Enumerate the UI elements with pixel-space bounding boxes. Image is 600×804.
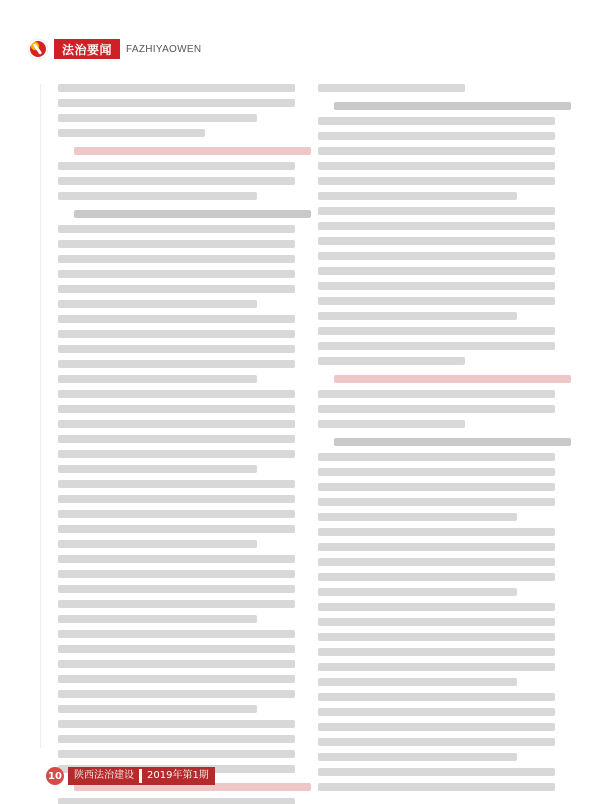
text-line (58, 192, 257, 200)
text-line (318, 588, 517, 596)
text-line (58, 525, 295, 533)
text-line (318, 753, 517, 761)
text-line (58, 84, 295, 92)
text-line (318, 162, 555, 170)
page-header (28, 39, 201, 59)
text-line (318, 663, 555, 671)
text-line (318, 738, 555, 746)
text-line (318, 192, 517, 200)
text-line (318, 453, 555, 461)
text-line (318, 177, 555, 185)
text-line (58, 510, 295, 518)
text-line (318, 267, 555, 275)
article-body (58, 84, 556, 748)
right-column (318, 84, 555, 748)
text-line (318, 84, 465, 92)
text-line (58, 495, 295, 503)
text-line (318, 633, 555, 641)
text-line (58, 300, 257, 308)
paragraph (318, 84, 555, 92)
text-line (318, 528, 555, 536)
text-line (318, 573, 555, 581)
text-line (58, 360, 295, 368)
text-line (318, 132, 555, 140)
text-line (318, 768, 555, 776)
text-line (58, 735, 295, 743)
text-line (334, 102, 571, 110)
text-line (58, 555, 295, 563)
text-line (318, 222, 555, 230)
text-line (318, 723, 555, 731)
text-line (58, 420, 295, 428)
text-line (318, 708, 555, 716)
text-line (318, 648, 555, 656)
text-line (58, 270, 295, 278)
text-line (74, 147, 311, 155)
text-line (58, 570, 295, 578)
text-line (58, 240, 295, 248)
text-line (318, 603, 555, 611)
text-line (58, 660, 295, 668)
text-line (318, 342, 555, 350)
text-line (318, 282, 555, 290)
text-line (58, 225, 295, 233)
text-line (58, 114, 257, 122)
law-emblem-icon (28, 39, 48, 59)
text-line (58, 405, 295, 413)
text-line (318, 147, 555, 155)
text-line (58, 99, 295, 107)
text-line (318, 312, 517, 320)
text-line (58, 255, 295, 263)
text-line (318, 783, 555, 791)
text-line (58, 675, 295, 683)
text-line (318, 252, 555, 260)
text-line (318, 693, 555, 701)
text-line (58, 162, 295, 170)
text-line (318, 357, 465, 365)
paragraph (58, 210, 295, 773)
text-line (58, 177, 295, 185)
page-number: 10 (46, 767, 64, 785)
page-footer (46, 766, 215, 786)
paragraph (58, 783, 295, 804)
text-line (58, 375, 257, 383)
text-line (58, 129, 205, 137)
text-line (58, 435, 295, 443)
text-line (318, 117, 555, 125)
text-line (74, 210, 311, 218)
text-line (58, 315, 295, 323)
section-latin-title: FAZHIYAOWEN (126, 43, 202, 55)
text-line (58, 600, 295, 608)
text-line (318, 543, 555, 551)
publication-name: 陕西法治建设 (74, 770, 134, 781)
text-line (58, 465, 257, 473)
paragraph (58, 147, 295, 200)
section-title: 法治要闻 (54, 39, 120, 59)
text-line (318, 483, 555, 491)
text-line (318, 678, 517, 686)
text-line (334, 375, 571, 383)
text-line (58, 705, 257, 713)
text-line (318, 237, 555, 245)
text-line (318, 297, 555, 305)
text-line (318, 468, 555, 476)
text-line (58, 285, 295, 293)
text-line (58, 615, 257, 623)
text-line (318, 498, 555, 506)
text-line (318, 558, 555, 566)
publication-info (68, 767, 215, 785)
text-line (318, 618, 555, 626)
text-line (58, 330, 295, 338)
margin-rule (40, 84, 41, 748)
text-line (318, 405, 555, 413)
text-line (58, 480, 295, 488)
paragraph (318, 375, 555, 428)
text-line (58, 630, 295, 638)
text-line (58, 720, 295, 728)
issue-label: 2019年第1期 (147, 770, 209, 781)
paragraph (318, 438, 555, 791)
text-line (58, 750, 295, 758)
text-line (58, 450, 295, 458)
text-line (58, 690, 295, 698)
text-line (318, 207, 555, 215)
text-line (58, 798, 295, 804)
text-line (58, 540, 257, 548)
text-line (334, 438, 571, 446)
text-line (318, 513, 517, 521)
footer-divider (139, 769, 142, 783)
paragraph (58, 84, 295, 137)
text-line (58, 645, 295, 653)
text-line (58, 585, 295, 593)
text-line (318, 420, 465, 428)
paragraph (318, 102, 555, 365)
text-line (58, 390, 295, 398)
left-column (58, 84, 295, 748)
text-line (318, 390, 555, 398)
text-line (58, 345, 295, 353)
text-line (318, 327, 555, 335)
